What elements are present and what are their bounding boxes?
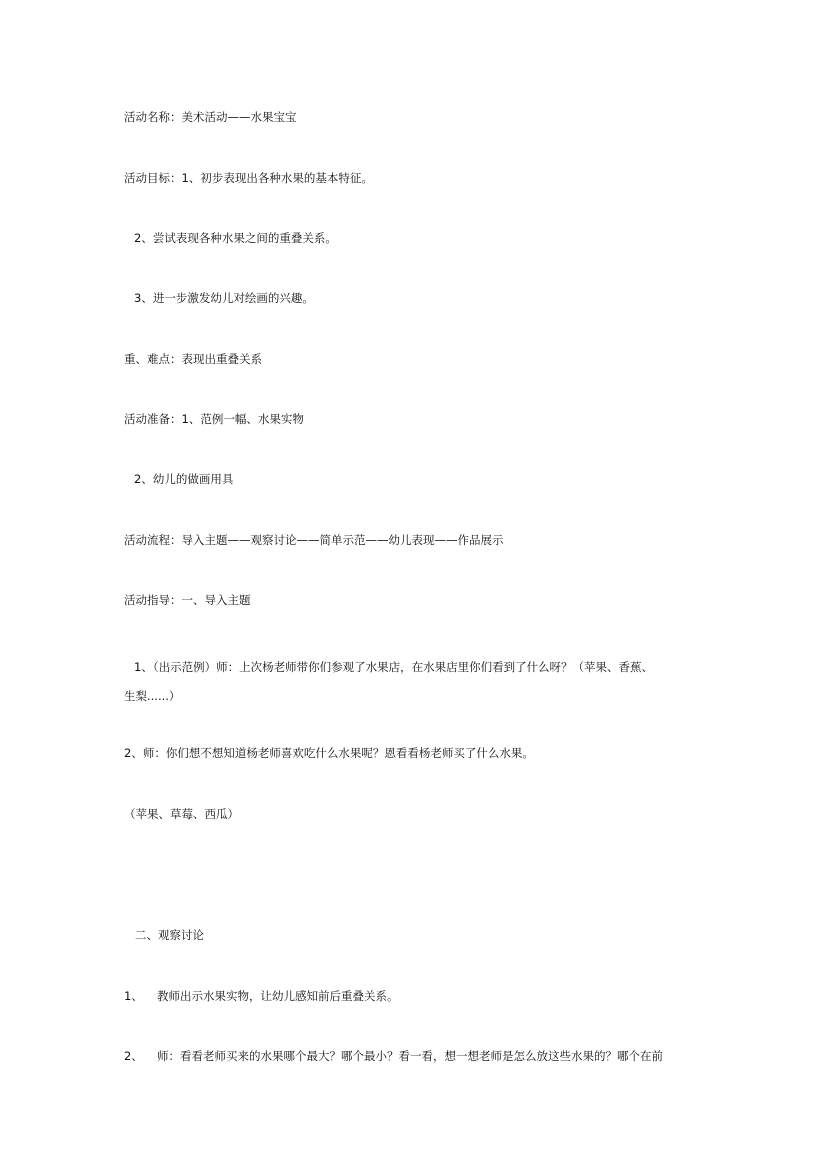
guidance-item-1-line-1: 1、（出示范例）师：上次杨老师带你们参观了水果店，在水果店里你们看到了什么呀？（苹果、香蕉、: [134, 660, 654, 674]
discussion-item-2-number: 2、: [124, 1049, 143, 1063]
section-two-heading: 二、观察讨论: [135, 928, 204, 942]
discussion-item-1-number: 1、: [124, 989, 143, 1003]
preparation-line-2: 2、幼儿的做画用具: [134, 472, 234, 486]
key-difficulty-line: 重、难点：表现出重叠关系: [124, 352, 262, 366]
guidance-heading-line: 活动指导：一、导入主题: [124, 593, 251, 607]
guidance-item-1-line-2: 生梨......）: [124, 689, 181, 703]
fruit-list-line: （苹果、草莓、西瓜）: [124, 807, 239, 821]
preparation-line-1: 活动准备：1、范例一幅、水果实物: [124, 412, 304, 426]
activity-name-line: 活动名称：美术活动——水果宝宝: [124, 110, 297, 124]
guidance-item-2-line: 2、师：你们想不想知道杨老师喜欢吃什么水果呢？恩看看杨老师买了什么水果。: [124, 746, 534, 760]
activity-goal-line-3: 3、进一步激发幼儿对绘画的兴趣。: [134, 291, 314, 305]
discussion-item-2: [124, 1048, 663, 1064]
discussion-item-2-text: 师：看看老师买来的水果哪个最大？哪个最小？看一看，想一想老师是怎么放这些水果的？哪个在前: [157, 1049, 663, 1063]
discussion-item-1-text: 教师出示水果实物，让幼儿感知前后重叠关系。: [157, 989, 399, 1003]
activity-goal-line-1: 活动目标：1、初步表现出各种水果的基本特征。: [124, 171, 373, 185]
activity-flow-line: 活动流程：导入主题——观察讨论——简单示范——幼儿表现——作品展示: [124, 533, 504, 547]
discussion-item-1: [124, 988, 399, 1004]
activity-goal-line-2: 2、尝试表现各种水果之间的重叠关系。: [134, 231, 337, 245]
